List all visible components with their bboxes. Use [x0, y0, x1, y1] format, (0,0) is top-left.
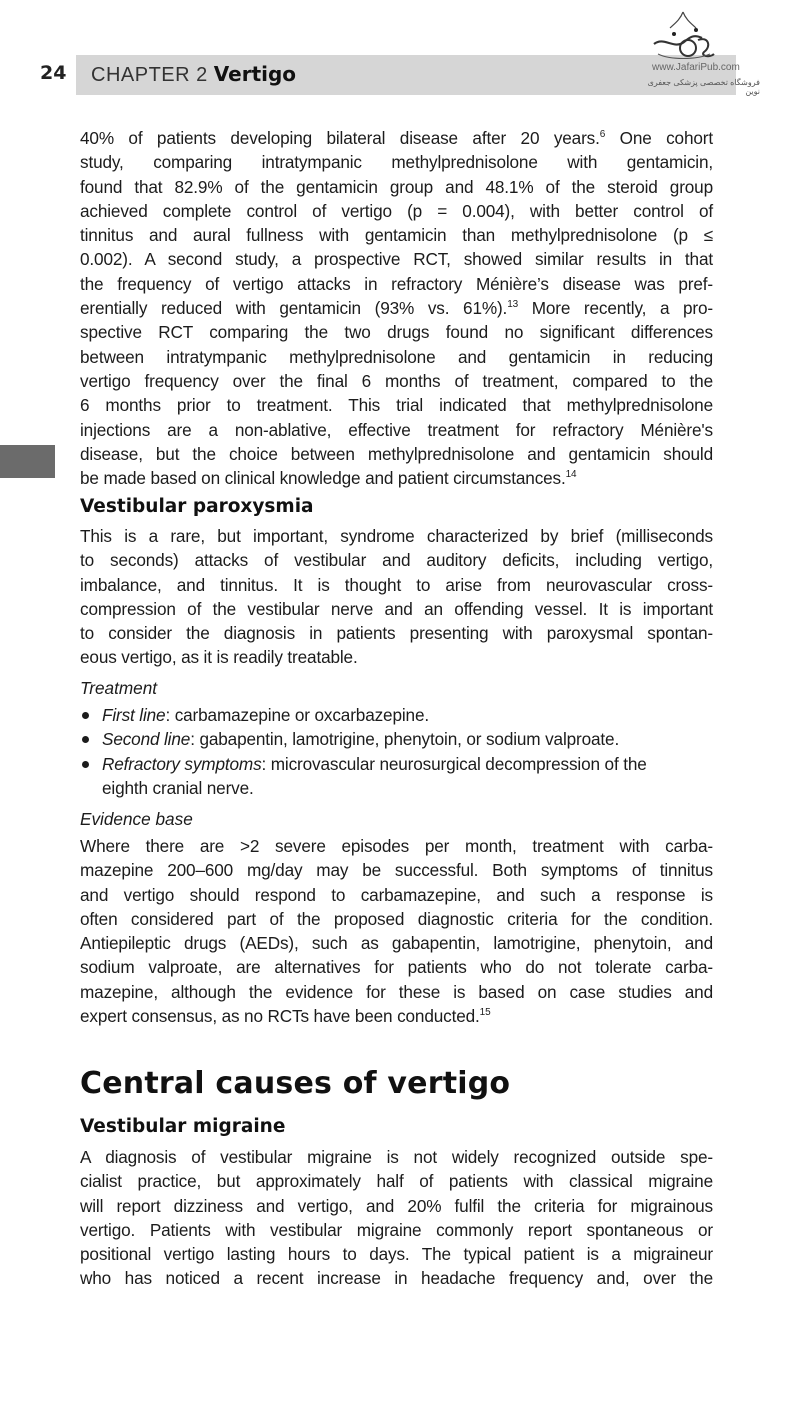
- text-line: study, comparing intratympanic methylprednisolone with gentamicin,: [80, 152, 713, 173]
- section-heading-vestibular-migraine: Vestibular migraine: [80, 1116, 286, 1137]
- chapter-label: CHAPTER 2: [91, 64, 208, 86]
- text-line: erentially reduced with gentamicin (93% vs. 61%).$^{13}$ More recently, a pro-: [80, 298, 713, 319]
- text-line: to consider the diagnosis in patients presenting with paroxysmal spontan-: [80, 623, 713, 644]
- list-item: Refractory symptoms: microvascular neurosurgical decompression of the eighth cranial nerve.: [80, 752, 713, 801]
- text-line: This is a rare, but important, syndrome characterized by brief (milliseconds: [80, 526, 713, 546]
- chapter-thumb-tab: [0, 445, 55, 478]
- text-line: Where there are >2 severe episodes per month, treatment with carba-: [80, 836, 713, 856]
- paroxysmia-paragraph: [80, 524, 713, 670]
- text-line: cialist practice, but approximately half of patients with classical migraine: [80, 1171, 713, 1192]
- text-line: spective RCT comparing the two drugs found no significant differences: [80, 322, 713, 343]
- text-line: A diagnosis of vestibular migraine is not widely recognized outside spe-: [80, 1147, 713, 1167]
- calligraphy-logo-icon: [650, 10, 716, 62]
- text-line: positional vertigo lasting hours to days. The typical patient is a migraineur: [80, 1244, 713, 1265]
- intro-paragraph: [80, 126, 713, 490]
- list-item: First line: carbamazepine or oxcarbazepine.: [80, 703, 713, 727]
- reference-marker: 13: [507, 299, 519, 311]
- text-line: found that 82.9% of the gentamicin group and 48.1% of the steroid group: [80, 176, 713, 197]
- text-line: eous vertigo, as it is readily treatable.: [80, 647, 358, 668]
- text-line: the frequency of vertigo attacks in refractory Ménière’s disease was pref-: [80, 273, 713, 294]
- migraine-paragraph: [80, 1145, 713, 1291]
- text-line: 40% of patients developing bilateral disease after 20 years.$^6$ One cohort: [80, 128, 713, 148]
- watermark-url: www.JafariPub.com: [652, 62, 740, 73]
- text-line: mazepine 200–600 mg/day may be successful. Both symptoms of tinnitus: [80, 860, 713, 881]
- bullet-icon: [82, 712, 89, 719]
- reference-marker: 6: [599, 129, 606, 140]
- text-line: mazepine, although the evidence for these is based on case studies and: [80, 981, 713, 1002]
- text-line: to seconds) attacks of vestibular and auditory deficits, including vertigo,: [80, 550, 713, 571]
- list-item: Second line: gabapentin, lamotrigine, phenytoin, or sodium valproate.: [80, 727, 713, 751]
- bullet-icon: [82, 736, 89, 743]
- text-line: 0.002). A second study, a prospective RCT, showed similar results in that: [80, 249, 713, 270]
- text-line: vertigo. Patients with vestibular migraine commonly report spontaneous or: [80, 1219, 713, 1240]
- text-line: injections are a non-ablative, effective treatment for refractory Ménière's: [80, 419, 713, 440]
- page-number: 24: [40, 62, 67, 84]
- text-line: Antiepileptic drugs (AEDs), such as gabapentin, lamotrigine, phenytoin, and: [80, 933, 713, 954]
- text-line: sodium valproate, are alternatives for patients who do not tolerate carba-: [80, 957, 713, 978]
- reference-marker: 14: [565, 469, 577, 481]
- text-line: and vertigo should respond to carbamazepine, and such a response is: [80, 884, 713, 905]
- watermark-persian-text: فروشگاه تخصصی پزشکی جعفری نوین: [647, 78, 760, 96]
- text-line: compression of the vestibular nerve and an offending vessel. It is important: [80, 598, 713, 619]
- text-line: often considered part of the proposed diagnostic criteria for the condition.: [80, 908, 713, 929]
- chapter-heading: [91, 62, 296, 87]
- reference-marker: 15: [479, 1007, 491, 1019]
- evidence-paragraph: [80, 834, 713, 1028]
- text-line: be made based on clinical knowledge and patient circumstances.$^{14}$: [80, 468, 577, 489]
- text-line: achieved complete control of vertigo (p = 0.004), with better control of: [80, 200, 713, 221]
- bullet-icon: [82, 761, 89, 768]
- text-line: will report dizziness and vertigo, and 20% fulfil the criteria for migrainous: [80, 1195, 713, 1216]
- text-line: who has noticed a recent increase in headache frequency and, over the: [80, 1268, 713, 1289]
- text-line: imbalance, and tinnitus. It is thought to arise from neurovascular cross-: [80, 574, 713, 595]
- text-line: expert consensus, as no RCTs have been conducted.$^{15}$: [80, 1006, 491, 1027]
- text-line: disease, but the choice between methylprednisolone and gentamicin should: [80, 443, 713, 464]
- section-heading-vestibular-paroxysmia: Vestibular paroxysmia: [80, 496, 314, 517]
- treatment-list: [80, 703, 713, 800]
- text-line: between intratympanic methylprednisolone and gentamicin in reducing: [80, 346, 713, 367]
- chapter-title: Vertigo: [213, 62, 297, 86]
- text-line: 6 months prior to treatment. This trial indicated that methylprednisolone: [80, 395, 713, 416]
- text-line: vertigo frequency over the final 6 months of treatment, compared to the: [80, 370, 713, 391]
- section-title-central-causes: Central causes of vertigo: [80, 1066, 511, 1101]
- subheading-evidence-base: Evidence base: [80, 809, 193, 829]
- subheading-treatment: Treatment: [80, 678, 158, 698]
- text-line: tinnitus and aural fullness with gentamicin than methylprednisolone (p ≤: [80, 225, 713, 246]
